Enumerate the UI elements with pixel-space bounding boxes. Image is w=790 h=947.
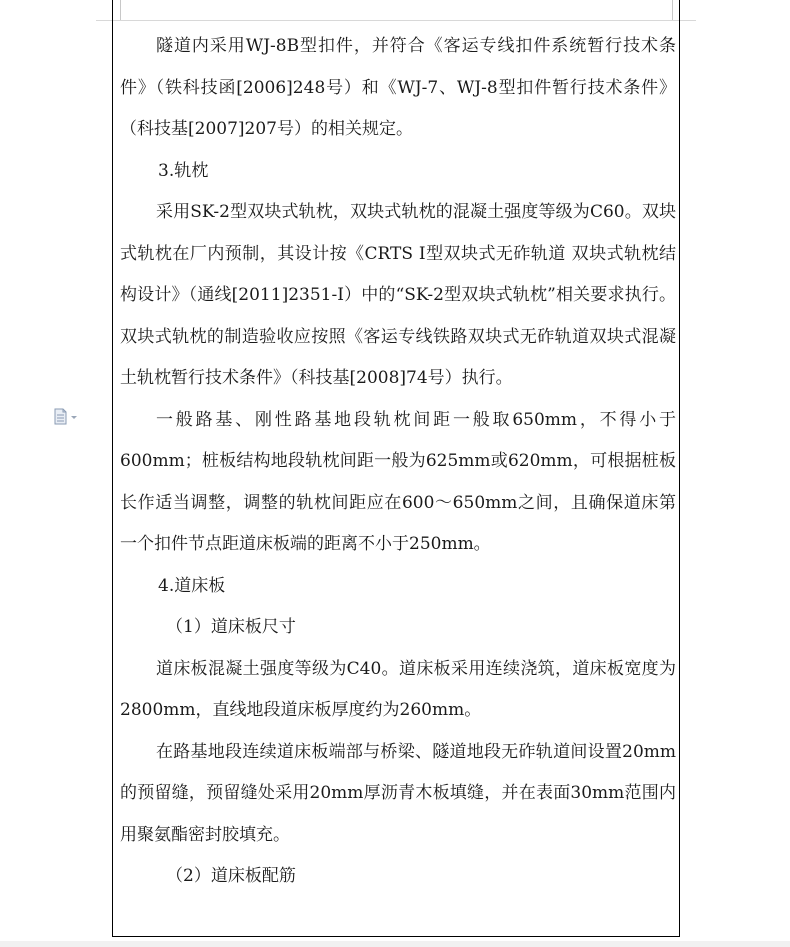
subheading-slab-size: （1）道床板尺寸 bbox=[166, 617, 296, 637]
page-bottom-margin bbox=[0, 941, 790, 947]
subheading-slab-reinforcement: （2）道床板配筋 bbox=[166, 866, 296, 886]
document-body bbox=[120, 26, 676, 898]
heading-track-slab: 4.道床板 bbox=[158, 575, 226, 596]
paragraph-expansion-joint: 在路基地段连续道床板端部与桥梁、隧道地段无砟轨道间设置20mm的预留缝，预留缝处采用20mm厚沥青木板填缝，并在表面30mm范围内用聚氨酯密封胶填充。 bbox=[120, 741, 676, 845]
heading-sleepers: 3.轨枕 bbox=[158, 160, 209, 181]
paragraph-fasteners: 隧道内采用WJ-8B型扣件，并符合《客运专线扣件系统暂行技术条件》（铁科技函[2006]248号）和《WJ-7、WJ-8型扣件暂行技术条件》（科技基[2007]207号）的相关规定。 bbox=[120, 36, 676, 139]
document-page-icon bbox=[53, 408, 79, 426]
paragraph-sleeper-spec: 采用SK-2型双块式轨枕，双块式轨枕的混凝土强度等级为C60。双块式轨枕在厂内预制，其设计按《CRTS I型双块式无砟轨道 双块式轨枕结构设计》（通线[2011]2351-I）中的“SK-2型双块式轨枕”相关要求执行。双块式轨枕的制造验收应按照《客运专线铁路双块式无砟轨道双块式混凝土轨枕暂行技术条件》（科技基[2008]74号）执行。 bbox=[120, 202, 676, 388]
paragraph-slab-concrete: 道床板混凝土强度等级为C40。道床板采用连续浇筑，道床板宽度为2800mm，直线地段道床板厚度约为260mm。 bbox=[120, 658, 676, 720]
chevron-down-icon bbox=[71, 416, 77, 419]
paragraph-sleeper-spacing: 一般路基、刚性路基地段轨枕间距一般取650mm，不得小于600mm；桩板结构地段轨枕间距一般为625mm或620mm，可根据桩板长作适当调整，调整的轨枕间距应在600～650mm之间，且确保道床第一个扣件节点距道床板端的距离不小于250mm。 bbox=[120, 409, 676, 554]
paragraph-marker-button[interactable] bbox=[53, 408, 79, 426]
